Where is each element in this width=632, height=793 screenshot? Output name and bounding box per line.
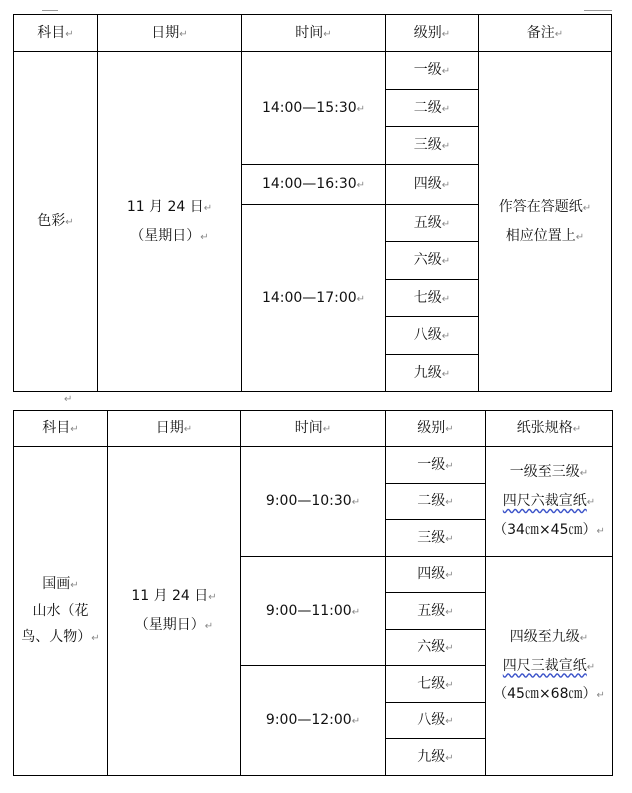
level-cell: 八级↵ [386,703,486,739]
subject-cell: 国画↵ 山水（花 鸟、人物）↵ [14,447,108,776]
header-cell-level: 级别↵ [386,411,486,447]
date-cell: 11 月 24 日↵ （星期日）↵ [108,447,241,776]
exam-schedule-table-ink-painting [13,410,613,776]
level-cell: 三级↵ [386,127,479,165]
paper-spec-cell: 四级至九级↵ 四尺三裁宣纸↵ （45㎝×68㎝）↵ [486,557,613,776]
ruler-line-right [584,10,612,11]
level-cell: 五级↵ [386,205,479,242]
level-cell: 一级↵ [386,52,479,90]
level-cell: 四级↵ [386,165,479,205]
paragraph-mark: ↵ [64,394,73,405]
time-slot-cell: 14:00—15:30↵ [242,52,386,165]
header-cell-note: 备注↵ [479,15,612,52]
note-cell: 作答在答题纸↵ 相应位置上↵ [479,52,612,392]
subject-cell: 色彩↵ [14,52,98,392]
level-cell: 八级↵ [386,317,479,355]
level-cell: 一级↵ [386,447,486,484]
level-cell: 三级↵ [386,520,486,557]
header-cell-time: 时间↵ [242,15,386,52]
level-cell: 七级↵ [386,666,486,703]
header-cell-time: 时间↵ [241,411,386,447]
time-slot-cell: 9:00—11:00↵ [241,557,386,666]
level-cell: 五级↵ [386,593,486,630]
level-cell: 二级↵ [386,90,479,127]
time-slot-cell: 9:00—12:00↵ [241,666,386,776]
table-header-row [14,411,613,447]
table-row [14,447,613,484]
level-cell: 六级↵ [386,242,479,280]
table-header-row [14,15,612,52]
time-slot-cell: 14:00—16:30↵ [242,165,386,205]
header-cell-subject: 科目↵ [14,411,108,447]
header-cell-date: 日期↵ [108,411,241,447]
level-cell: 二级↵ [386,484,486,520]
header-cell-date: 日期↵ [98,15,242,52]
level-cell: 七级↵ [386,280,479,317]
time-slot-cell: 14:00—17:00↵ [242,205,386,392]
paper-spec-cell: 一级至三级↵ 四尺六裁宣纸↵ （34㎝×45㎝）↵ [486,447,613,557]
level-cell: 四级↵ [386,557,486,593]
header-cell-paper-spec: 纸张规格↵ [486,411,613,447]
level-cell: 六级↵ [386,630,486,666]
level-cell: 九级↵ [386,355,479,392]
level-cell: 九级↵ [386,739,486,776]
header-cell-level: 级别↵ [386,15,479,52]
table-row [14,52,612,90]
exam-schedule-table-color [13,14,612,392]
date-cell: 11 月 24 日↵ （星期日）↵ [98,52,242,392]
time-slot-cell: 9:00—10:30↵ [241,447,386,557]
ruler-line-left [42,10,58,11]
header-cell-subject: 科目↵ [14,15,98,52]
